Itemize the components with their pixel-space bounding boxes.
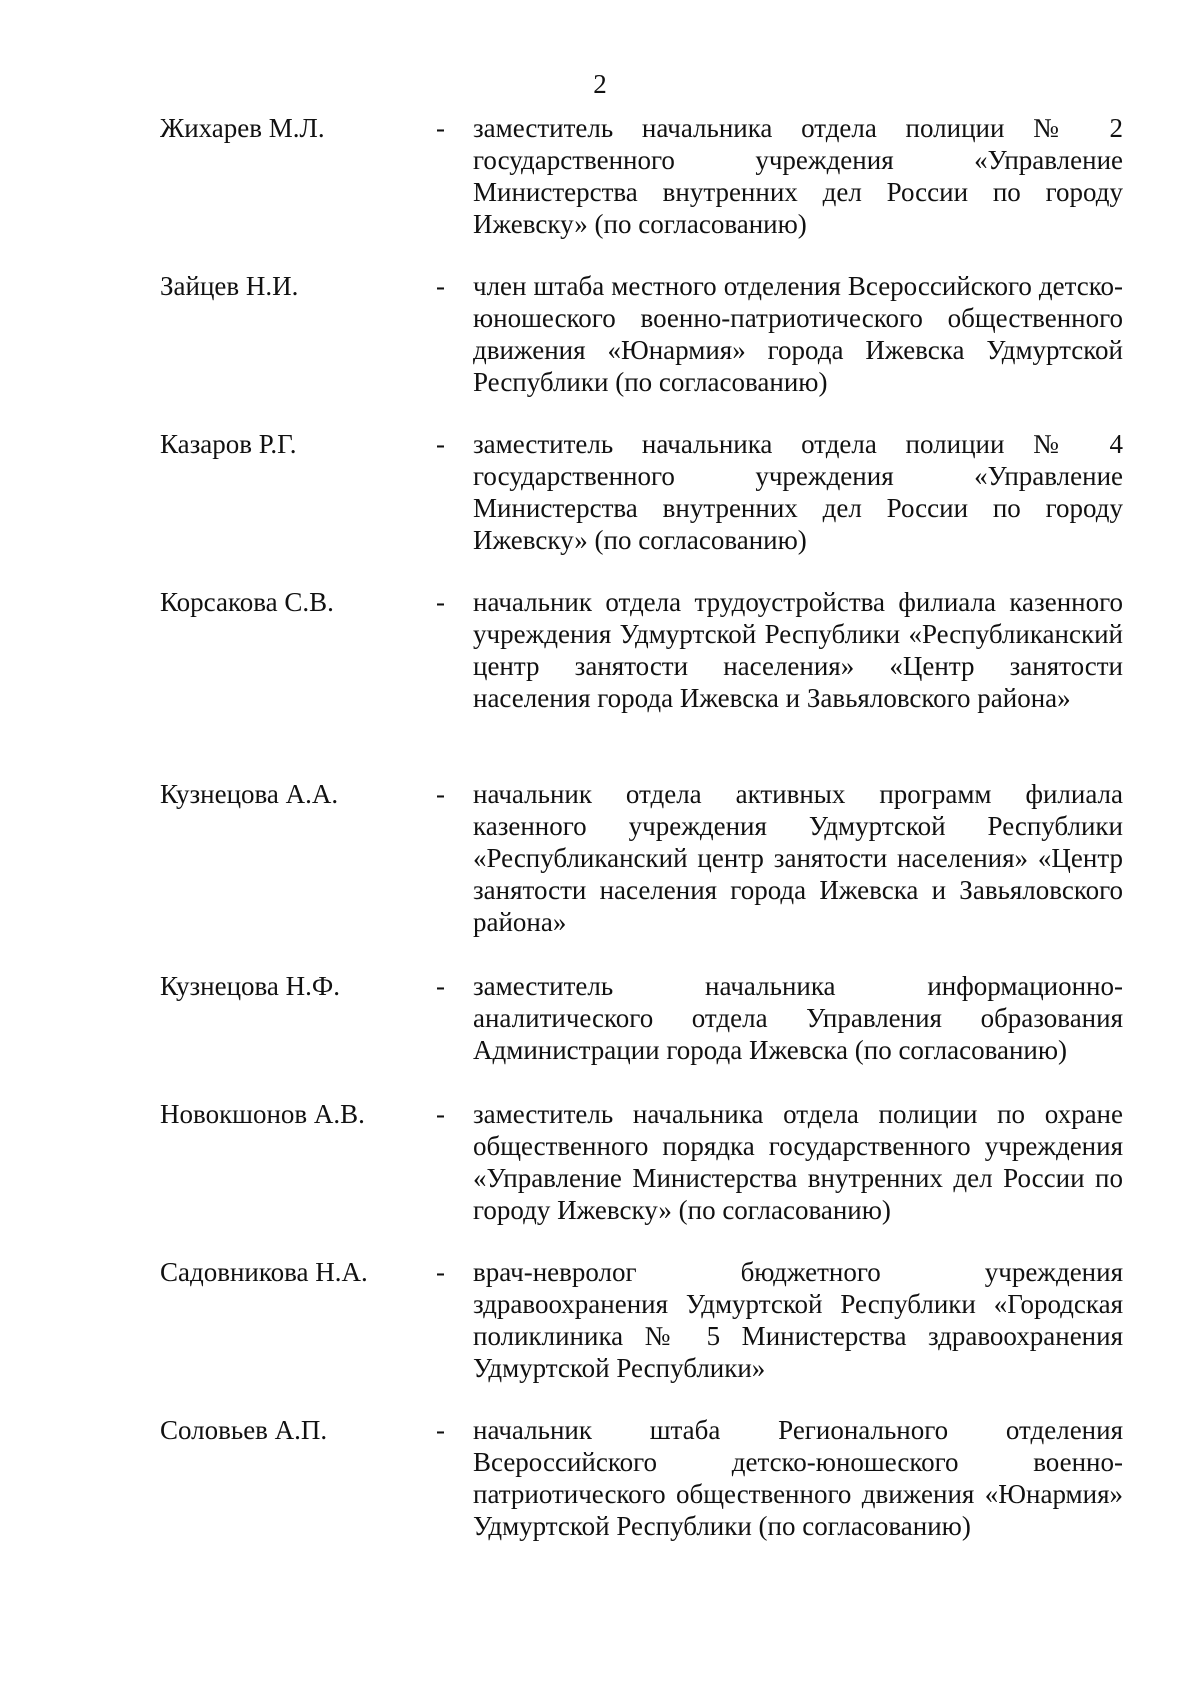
member-name: Соловьев А.П. (160, 1415, 328, 1445)
entry-dash: - (436, 113, 445, 143)
entry-dash: - (436, 429, 445, 459)
member-name: Кузнецова Н.Ф. (160, 971, 340, 1001)
member-position: начальник отдела активных программ филиала казенного учреждения Удмуртской Республики «Республиканский центр занятости населения» «Центр занятости населения города Ижевска и Завьяловского района» (473, 779, 1123, 937)
entry-dash: - (436, 587, 445, 617)
member-position: заместитель начальника информационно-аналитического отдела Управления образования Администрации города Ижевска (по согласованию) (473, 971, 1123, 1065)
member-position: заместитель начальника отдела полиции по охране общественного порядка государственного учреждения «Управление Министерства внутренних дел России по городу Ижевску» (по согласованию) (473, 1099, 1123, 1225)
member-position: начальник штаба Регионального отделения Всероссийского детско-юношеского военно-патриотического общественного движения «Юнармия» Удмуртской Республики (по согласованию) (473, 1415, 1123, 1541)
member-name: Зайцев Н.И. (160, 271, 299, 301)
entry-dash: - (436, 1415, 445, 1445)
page-number: 2 (593, 69, 607, 99)
member-position: заместитель начальника отдела полиции № 4 государственного учреждения «Управление Министерства внутренних дел России по городу Ижевску» (по согласованию) (473, 429, 1123, 555)
entry-dash: - (436, 271, 445, 301)
entry-dash: - (436, 1099, 445, 1129)
member-name: Новокшонов А.В. (160, 1099, 365, 1129)
member-position: начальник отдела трудоустройства филиала казенного учреждения Удмуртской Республики «Республиканский центр занятости населения» «Центр занятости населения города Ижевска и Завьяловского района» (473, 587, 1123, 713)
member-position: врач-невролог бюджетного учреждения здравоохранения Удмуртской Республики «Городская поликлиника № 5 Министерства здравоохранения Удмуртской Республики» (473, 1257, 1123, 1383)
entry-dash: - (436, 1257, 445, 1287)
member-position: заместитель начальника отдела полиции № 2 государственного учреждения «Управление Министерства внутренних дел России по городу Ижевску» (по согласованию) (473, 113, 1123, 239)
entry-dash: - (436, 779, 445, 809)
member-name: Жихарев М.Л. (160, 113, 325, 143)
member-name: Казаров Р.Г. (160, 429, 297, 459)
entry-dash: - (436, 971, 445, 1001)
member-name: Корсакова С.В. (160, 587, 334, 617)
member-name: Кузнецова А.А. (160, 779, 339, 809)
member-name: Садовникова Н.А. (160, 1257, 368, 1287)
member-position: член штаба местного отделения Всероссийского детско-юношеского военно-патриотического общественного движения «Юнармия» города Ижевска Удмуртской Республики (по согласованию) (473, 271, 1123, 397)
